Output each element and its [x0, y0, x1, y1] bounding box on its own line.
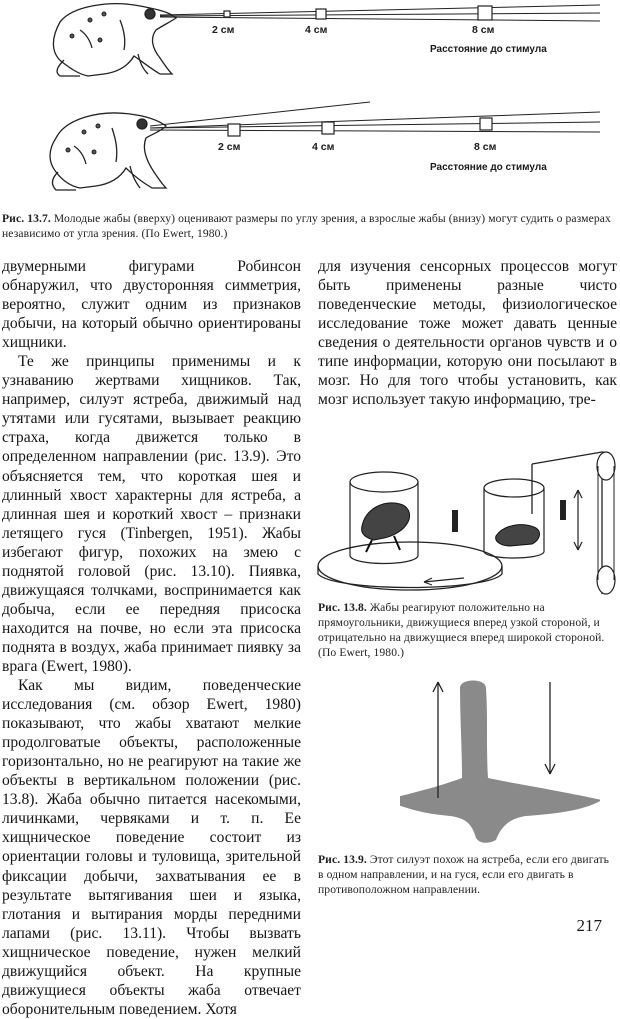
stimulus-box-8cm-top: [478, 6, 492, 20]
axis-label-top: Расстояние до стимула: [430, 44, 547, 55]
figure-13-8: [314, 444, 620, 596]
caption-13-7: [2, 211, 612, 241]
left-paragraph-1: двумерными фигурами Робинсон обнаружил, что двусторонняя симметрия, вероятно, служит одним из признаков добычи, на который обычно ориентированы хищники.: [2, 258, 301, 352]
figure-13-7: [0, 0, 620, 205]
axis-label-bottom: Расстояние до стимула: [430, 162, 547, 173]
left-column: [2, 257, 301, 1019]
stimulus-box-2cm-top: [224, 11, 230, 17]
right-column: [318, 257, 617, 409]
stimulus-box-4cm-bottom: [322, 122, 334, 134]
figure-13-9: [400, 664, 600, 844]
belt-stimulus-bar: [560, 500, 566, 520]
page-number: 217: [576, 916, 602, 935]
caption-13-9: [318, 852, 616, 897]
stimulus-box-8cm-bottom: [480, 118, 492, 130]
caption-13-7-text: Молодые жабы (вверху) оценивают размеры по углу зрения, а взрослые жабы (внизу) могут судить о размерах независимо от угла зрения. (По Ewert, 1980.): [2, 212, 611, 240]
hawk-goose-silhouette: [400, 681, 600, 843]
young-toad-illustration: [53, 4, 176, 76]
label-8cm-top: 8 см: [472, 24, 495, 36]
vertical-stimulus-bar: [452, 510, 458, 532]
adult-toad-spots: [66, 124, 100, 154]
toad-in-right-cylinder: [496, 525, 540, 546]
caption-13-8-text: Жабы реагируют положительно на прямоугольники, движущиеся вперед узкой стороной, и отрицательно на движущиеся вперед широкой стороной. (По Ewert, 1980.): [318, 601, 605, 659]
label-8cm-bottom: 8 см: [474, 141, 497, 153]
stimulus-box-2cm-bottom: [228, 124, 240, 136]
figure-13-9-drawing: [400, 664, 600, 844]
caption-13-8: [318, 600, 616, 660]
label-2cm-bottom: 2 см: [218, 141, 241, 153]
right-paragraph-1: для изучения сенсорных процессов могут быть применены разные чисто поведенческие методы, физиологическое исследование тоже может давать ценные сведения о деятельности органов чувств и о типе информации, которую они посылают в мозг. Но для того чтобы установить, как мозг использует такую информацию, тре-: [318, 258, 617, 409]
caption-13-8-label: Рис. 13.8.: [318, 601, 367, 614]
figure-13-8-drawing: [314, 444, 620, 596]
caption-13-9-label: Рис. 13.9.: [318, 853, 367, 866]
label-4cm-bottom: 4 см: [312, 141, 335, 153]
label-4cm-top: 4 см: [305, 24, 328, 36]
stimulus-box-4cm-top: [316, 9, 326, 19]
caption-13-9-text: Этот силуэт похож на ястреба, если его двигать в одном направлении, и на гуся, если его двигать в противоположном направлении.: [318, 853, 610, 896]
label-2cm-top: 2 см: [212, 24, 235, 36]
left-paragraph-2: Те же принципы применимы и к узнаванию жертвами хищников. Так, например, силуэт ястреба, движимый над утятами или гусятами, вызывает реакцию страха, когда движется только в определенном направлении (рис. 13.9). Это объясняется тем, что короткая шея и длинный хвост характерны для ястреба, а длинная шея и короткий хвост – признаки летящего гуся (Tinbergen, 1951). Жабы избегают фигур, похожих на змею с поднятой головой (рис. 13.10). Пиявка, движущаяся толчками, воспринимается как добыча, если ее передняя присоска находится на почве, но если эта присоска поднята в воздух, жаба принимает пиявку за врага (Ewert, 1980).: [2, 353, 301, 675]
left-paragraph-3: Как мы видим, поведенческие исследования (см. обзор Ewert, 1980) показывают, что жабы хватают мелкие продолговатые объекты, расположенные горизонтально, но не реагируют на такие же объекты в вертикальном положении (рис. 13.8). Жаба обычно питается насекомыми, личинками, червяками и т. п. Ее хищническое поведение состоит из ориентации головы и туловища, зрительной фиксации добычи, захватывания ее в результате вытягивания шеи и языка, глотания и вытирания морды передними лапами (рис. 13.11). Чтобы вызвать хищническое поведение, нужен мелкий движущийся объект. На крупные движущиеся объекты жаба отвечает оборонительным поведением. Хотя: [2, 677, 301, 1018]
caption-13-7-label: Рис. 13.7.: [2, 212, 51, 225]
